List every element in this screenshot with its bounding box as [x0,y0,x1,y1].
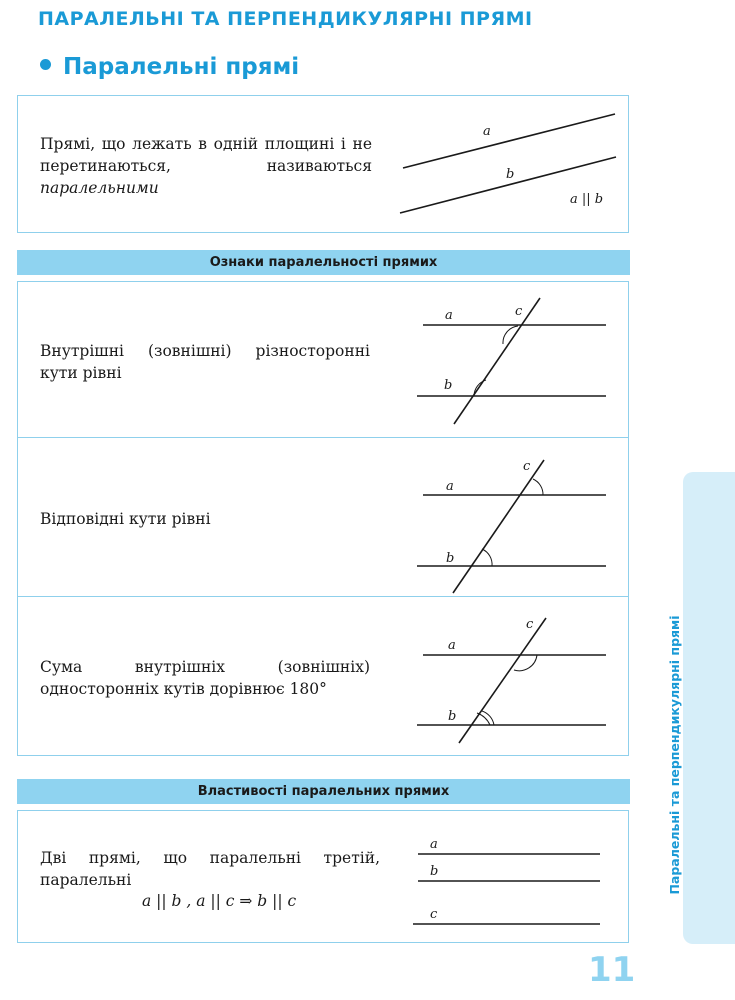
fig2-label-a: a [446,479,454,494]
section-title-text: Паралельні прямі [63,54,300,80]
page-number: 11 [588,950,636,990]
signs-heading: Ознаки паралельності прямих [17,250,630,275]
fig3-label-c: c [526,617,534,632]
definition-text [40,133,372,199]
signs-row-1-text: Внутрішні (зовнішні) різносторонні кути рівні [40,342,370,382]
fig3-label-b: b [448,709,457,724]
line-label-b: b [506,167,515,182]
definition-term: паралельними [40,179,159,197]
fig1-label-a: a [445,308,453,323]
section-title [40,54,299,80]
signs-row-2-text: Відповідні кути рівні [40,510,211,528]
fig3-label-a: a [448,638,456,653]
prop-label-b: b [430,864,439,879]
co-interior-angles-figure [410,610,620,750]
three-parallel-lines-figure [410,830,610,930]
prop-label-a: a [430,837,438,852]
alternate-angles-figure [410,290,620,435]
properties-formula: a || b , a || c ⇒ b || c [142,892,297,910]
definition-text-main: Прямі, що лежать в одній площині і не перетинаються, називаються [40,135,372,175]
page-title: ПАРАЛЕЛЬНІ ТА ПЕРПЕНДИКУЛЯРНІ ПРЯМІ [38,8,533,30]
signs-row-3-text: Сума внутрішніх (зовнішніх) односторонніх кутів дорівнює 180° [40,658,370,698]
parallel-notation: a || b [570,192,604,207]
fig1-label-c: c [515,304,523,319]
prop-label-c: c [430,907,438,922]
fig2-label-b: b [446,551,455,566]
properties-heading: Властивості паралельних прямих [17,779,630,804]
properties-text: Дві прямі, що паралельні третій, паралельні [40,849,380,889]
fig1-label-b: b [444,378,453,393]
chapter-tab [683,472,735,944]
parallel-lines-figure [395,105,625,225]
bullet-icon [40,59,51,70]
corresponding-angles-figure [410,450,620,595]
line-label-a: a [483,124,491,139]
chapter-tab-text: Паралельні та перпендикулярні прямі [667,615,682,895]
fig2-label-c: c [523,459,531,474]
